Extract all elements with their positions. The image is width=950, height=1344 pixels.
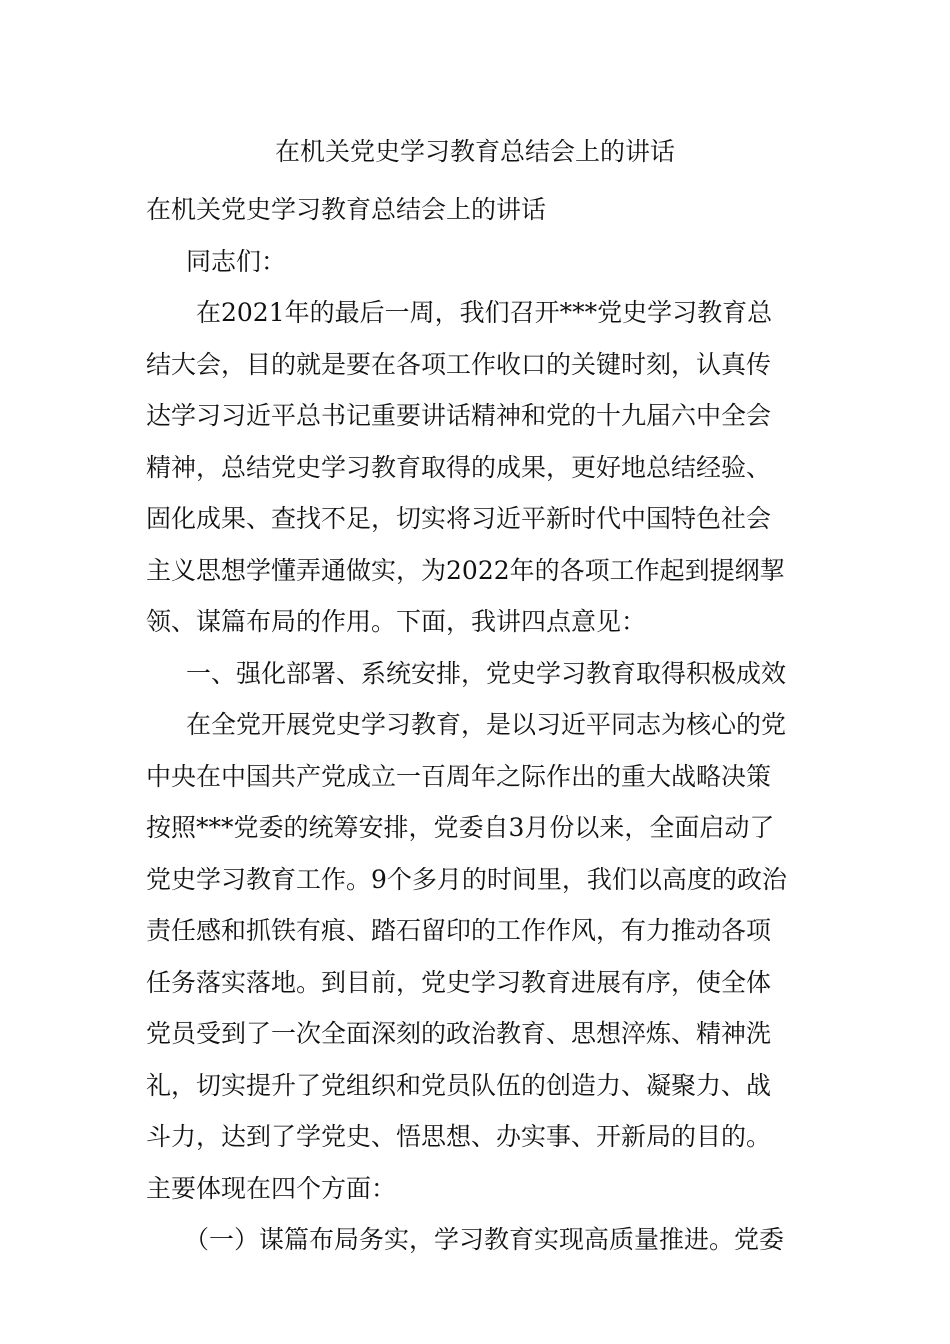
paragraph-line: 党员受到了一次全面深刻的政治教育、思想淬炼、精神洗	[146, 1019, 772, 1048]
paragraph-line: 主义思想学懂弄通做实，为2022年的各项工作起到提纲挈	[146, 555, 785, 585]
document-subtitle: 在机关党史学习教育总结会上的讲话	[146, 195, 547, 224]
paragraph-line: 精神，总结党史学习教育取得的成果，更好地总结经验、	[146, 452, 772, 482]
paragraph-line: 在2021年的最后一周，我们召开***党史学习教育总	[196, 298, 773, 327]
paragraph-line: 礼，切实提升了党组织和党员队伍的创造力、凝聚力、战	[146, 1070, 772, 1100]
document-body	[146, 184, 816, 1266]
paragraph-line: 中央在中国共产党成立一百周年之际作出的重大战略决策	[146, 761, 772, 791]
paragraph-line: 主要体现在四个方面：	[146, 1173, 397, 1203]
paragraph-line: 在全党开展党史学习教育，是以习近平同志为核心的党	[186, 710, 787, 739]
paragraph-line: 斗力，达到了学党史、悟思想、办实事、开新局的目的。	[146, 1122, 772, 1151]
paragraph-line: 领、谋篇布局的作用。下面，我讲四点意见：	[146, 607, 647, 636]
subsection-heading: （一）谋篇布局务实，学习教育实现高质量推进。党委	[184, 1225, 785, 1254]
salutation: 同志们：	[186, 246, 287, 276]
paragraph-line: 党史学习教育工作。9个多月的时间里，我们以高度的政治	[146, 864, 787, 894]
paragraph-line: 任务落实落地。到目前，党史学习教育进展有序，使全体	[146, 967, 772, 997]
section-heading: 一、强化部署、系统安排，党史学习教育取得积极成效	[186, 658, 787, 688]
paragraph-line: 责任感和抓铁有痕、踏石留印的工作作风，有力推动各项	[146, 916, 772, 945]
paragraph-line: 固化成果、查找不足，切实将习近平新时代中国特色社会	[146, 504, 772, 533]
paragraph-line: 按照***党委的统筹安排，党委自3月份以来，全面启动了	[146, 813, 775, 842]
paragraph-line: 结大会，目的就是要在各项工作收口的关键时刻，认真传	[146, 349, 772, 379]
paragraph-line: 达学习习近平总书记重要讲话精神和党的十九届六中全会	[146, 401, 772, 430]
document-title: 在机关党史学习教育总结会上的讲话	[274, 137, 675, 166]
